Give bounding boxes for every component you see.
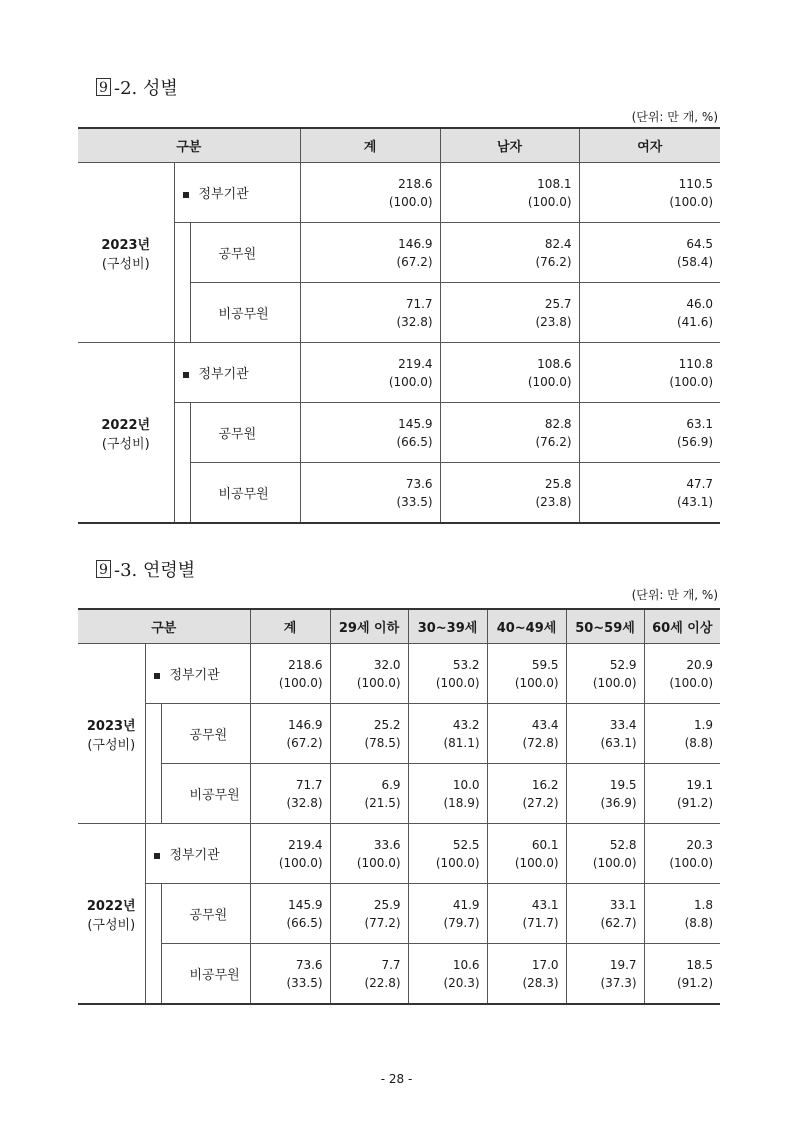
gender-table [78,127,720,524]
value-cell: 1.9 [644,704,720,734]
value-cell: 110.5 [579,163,720,193]
value-cell: 108.1 [440,163,579,193]
percent-cell: (23.8) [440,313,579,343]
percent-cell: (63.1) [566,734,644,764]
value-cell: 110.8 [579,343,720,373]
subcategory-label: 비공무원 [161,944,250,1005]
percent-cell: (100.0) [408,854,487,884]
value-cell: 52.8 [566,824,644,854]
percent-cell: (43.1) [579,493,720,524]
percent-cell: (100.0) [250,854,330,884]
table-row [78,283,720,313]
value-cell: 43.4 [487,704,566,734]
percent-cell: (100.0) [408,674,487,704]
category-text: 정부기관 [169,668,220,683]
percent-cell: (72.8) [487,734,566,764]
value-cell: 43.1 [487,884,566,914]
year-cell [78,824,145,1005]
percent-cell: (20.3) [408,974,487,1005]
bullet-icon [183,192,189,198]
value-cell: 47.7 [579,463,720,493]
percent-cell: (36.9) [566,794,644,824]
value-cell: 82.4 [440,223,579,253]
subcategory-label: 비공무원 [190,283,300,343]
page-number: - 28 - [380,1072,413,1086]
value-cell: 43.2 [408,704,487,734]
indent-spacer [145,764,161,824]
bullet-icon [154,853,160,859]
percent-cell: (32.8) [250,794,330,824]
composition-label: (구성비) [87,917,136,933]
percent-cell: (100.0) [300,373,440,403]
percent-cell: (18.9) [408,794,487,824]
value-cell: 33.4 [566,704,644,734]
table-row [78,884,720,914]
section-3-title [96,556,195,582]
percent-cell: (76.2) [440,253,579,283]
percent-cell: (100.0) [487,854,566,884]
section-title-text: -3. 연령별 [114,560,196,581]
table-row [78,403,720,433]
value-cell: 19.5 [566,764,644,794]
value-cell: 25.2 [330,704,408,734]
value-cell: 60.1 [487,824,566,854]
value-cell: 108.6 [440,343,579,373]
percent-cell: (78.5) [330,734,408,764]
value-cell: 7.7 [330,944,408,974]
percent-cell: (79.7) [408,914,487,944]
value-cell: 16.2 [487,764,566,794]
age-table-body [78,644,720,1005]
value-cell: 218.6 [250,644,330,674]
percent-cell: (56.9) [579,433,720,463]
percent-cell: (33.5) [250,974,330,1005]
percent-cell: (100.0) [440,193,579,223]
unit-label: (단위: 만 개, %) [631,588,718,602]
value-cell: 71.7 [300,283,440,313]
percent-cell: (76.2) [440,433,579,463]
percent-cell: (91.2) [644,974,720,1005]
year-label: 2022년 [86,898,136,914]
category-text: 정부기관 [169,848,220,863]
header-female: 여자 [579,128,720,163]
percent-cell: (66.5) [300,433,440,463]
value-cell: 19.1 [644,764,720,794]
value-cell: 71.7 [250,764,330,794]
subcategory-label: 공무원 [161,704,250,764]
percent-cell: (58.4) [579,253,720,283]
category-label [174,343,300,403]
percent-cell: (37.3) [566,974,644,1005]
value-cell: 41.9 [408,884,487,914]
header-total: 계 [250,609,330,644]
percent-cell: (100.0) [330,674,408,704]
percent-cell: (21.5) [330,794,408,824]
percent-cell: (33.5) [300,493,440,524]
indent-spacer [174,403,190,463]
table-row [78,704,720,734]
value-cell: 17.0 [487,944,566,974]
percent-cell: (23.8) [440,493,579,524]
header-male: 남자 [440,128,579,163]
percent-cell: (28.3) [487,974,566,1005]
value-cell: 82.8 [440,403,579,433]
percent-cell: (91.2) [644,794,720,824]
section-2-title [96,74,178,100]
header-category: 구분 [78,609,250,644]
value-cell: 25.8 [440,463,579,493]
percent-cell: (66.5) [250,914,330,944]
value-cell: 10.0 [408,764,487,794]
percent-cell: (100.0) [579,373,720,403]
bullet-icon [154,673,160,679]
value-cell: 32.0 [330,644,408,674]
value-cell: 6.9 [330,764,408,794]
value-cell: 33.1 [566,884,644,914]
value-cell: 63.1 [579,403,720,433]
table-row [78,223,720,253]
percent-cell: (100.0) [250,674,330,704]
value-cell: 33.6 [330,824,408,854]
percent-cell: (67.2) [300,253,440,283]
indent-spacer [145,884,161,944]
percent-cell: (100.0) [566,674,644,704]
subcategory-label: 공무원 [161,884,250,944]
percent-cell: (100.0) [566,854,644,884]
value-cell: 18.5 [644,944,720,974]
value-cell: 146.9 [250,704,330,734]
percent-cell: (100.0) [644,854,720,884]
value-cell: 219.4 [250,824,330,854]
indent-spacer [174,283,190,343]
percent-cell: (100.0) [330,854,408,884]
percent-cell: (32.8) [300,313,440,343]
table-row [78,764,720,794]
year-cell [78,644,145,824]
value-cell: 25.9 [330,884,408,914]
percent-cell: (41.6) [579,313,720,343]
indent-spacer [174,223,190,283]
value-cell: 219.4 [300,343,440,373]
percent-cell: (67.2) [250,734,330,764]
header-age-50-59: 50~59세 [566,609,644,644]
percent-cell: (100.0) [579,193,720,223]
indent-spacer [174,463,190,524]
percent-cell: (8.8) [644,914,720,944]
header-age-40-49: 40~49세 [487,609,566,644]
value-cell: 52.9 [566,644,644,674]
value-cell: 20.9 [644,644,720,674]
header-age-29-under: 29세 이하 [330,609,408,644]
value-cell: 146.9 [300,223,440,253]
percent-cell: (71.7) [487,914,566,944]
percent-cell: (62.7) [566,914,644,944]
section-number-box: 9 [96,560,111,578]
year-label: 2022년 [101,417,151,433]
percent-cell: (100.0) [300,193,440,223]
value-cell: 46.0 [579,283,720,313]
subcategory-label: 비공무원 [190,463,300,524]
composition-label: (구성비) [101,256,150,272]
percent-cell: (100.0) [440,373,579,403]
value-cell: 218.6 [300,163,440,193]
unit-label: (단위: 만 개, %) [631,110,718,124]
composition-label: (구성비) [87,737,136,753]
indent-spacer [145,944,161,1005]
value-cell: 20.3 [644,824,720,854]
percent-cell: (8.8) [644,734,720,764]
value-cell: 10.6 [408,944,487,974]
table-row [78,944,720,974]
table-row [78,644,720,674]
value-cell: 64.5 [579,223,720,253]
category-text: 정부기관 [198,187,249,202]
composition-label: (구성비) [101,436,150,452]
subcategory-label: 비공무원 [161,764,250,824]
header-age-60-over: 60세 이상 [644,609,720,644]
value-cell: 53.2 [408,644,487,674]
bullet-icon [183,372,189,378]
value-cell: 19.7 [566,944,644,974]
header-age-30-39: 30~39세 [408,609,487,644]
indent-spacer [145,704,161,764]
year-cell [78,163,174,343]
category-label [145,824,250,884]
percent-cell: (27.2) [487,794,566,824]
category-label [174,163,300,223]
year-label: 2023년 [86,718,136,734]
category-text: 정부기관 [198,367,249,382]
table-row [78,163,720,193]
table-row [78,824,720,854]
percent-cell: (81.1) [408,734,487,764]
year-cell [78,343,174,524]
section-number-box: 9 [96,78,111,96]
category-label [145,644,250,704]
value-cell: 1.8 [644,884,720,914]
value-cell: 25.7 [440,283,579,313]
percent-cell: (77.2) [330,914,408,944]
value-cell: 145.9 [250,884,330,914]
percent-cell: (100.0) [487,674,566,704]
section-title-text: -2. 성별 [114,78,178,99]
age-table [78,608,720,1005]
header-total: 계 [300,128,440,163]
value-cell: 52.5 [408,824,487,854]
header-category: 구분 [78,128,300,163]
value-cell: 145.9 [300,403,440,433]
percent-cell: (22.8) [330,974,408,1005]
value-cell: 59.5 [487,644,566,674]
table-row [78,343,720,373]
subcategory-label: 공무원 [190,403,300,463]
table-row [78,463,720,493]
value-cell: 73.6 [250,944,330,974]
gender-table-body [78,163,720,524]
value-cell: 73.6 [300,463,440,493]
year-label: 2023년 [101,237,151,253]
subcategory-label: 공무원 [190,223,300,283]
percent-cell: (100.0) [644,674,720,704]
